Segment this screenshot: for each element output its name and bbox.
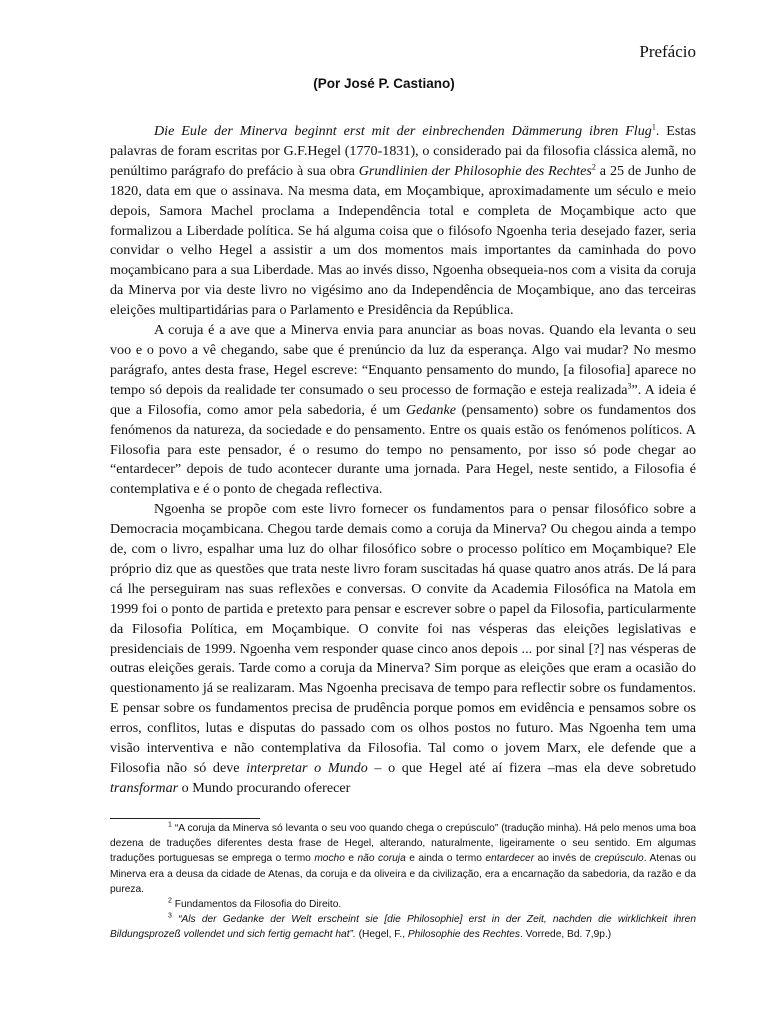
footnote-1	[110, 821, 696, 897]
footnote-1-text-d: e ainda o termo	[405, 853, 486, 865]
paragraph-1	[110, 122, 696, 321]
footnote-1-text-a: “A coruja da Minerva só levanta o seu voo quando chega o crepúsculo” (tradução minha). Há pelo menos uma boa dezena de traduções diferentes desta frase de Hegel, alterando, naturalmente, ligeiramente o seu sentido. Em algumas traduções portuguesas se emprega o termo	[110, 823, 696, 865]
interpretar-term: interpretar o Mundo	[246, 760, 368, 776]
paragraph-1-text-a: . Estas palavras de foram escritas por G.F.Hegel (1770-1831), o considerado pai da filosofia clássica alemã, no penúltimo parágrafo do prefácio à sua obra	[110, 123, 697, 179]
footnote-ref-1: 1	[651, 122, 656, 132]
german-quote: Die Eule der Minerva beginnt erst mit der einbrechenden Dämmerung ibren Flug	[154, 123, 652, 139]
footnote-3-number: 3	[168, 912, 172, 920]
footnote-3-book: Philosophie des Rechtes	[407, 929, 521, 941]
main-text	[110, 122, 696, 799]
footnote-1-text-f: . Atenas ou Minerva era a deusa da cidade de Atenas, da coruja e da oliveira e da civilização, era a encarnação da sabedoria, da razão e da pureza.	[110, 853, 696, 895]
footnotes	[110, 821, 696, 943]
transformar-term: transformar	[110, 779, 179, 796]
footnote-1-number: 1	[168, 821, 172, 829]
author-line: (Por José P. Castiano)	[313, 76, 455, 91]
term-coruja: coruja	[377, 853, 406, 865]
footnote-ref-2: 2	[591, 162, 596, 172]
gedanke-term: Gedanke	[405, 401, 456, 418]
paragraph-3	[110, 500, 696, 799]
footnote-ref-3: 3	[627, 381, 632, 391]
paragraph-2	[110, 321, 696, 500]
footnote-3	[110, 912, 696, 942]
paragraph-2-text-a: A coruja é a ave que a Minerva envia para anunciar as boas novas. Quando ela levanta o seu voo e o povo a vê chegando, sabe que é prenúncio da luz da esperança. Algo vai mudar? No mesmo parágrafo, antes desta frase, Hegel escreve: “Enquanto pensamento do mundo, [a filosofia] aparece no tempo só depois da realidade ter consumado o seu processo de formação e esteja realizada	[110, 322, 696, 398]
paragraph-2-text-c: (pensamento) sobre os fundamentos dos fenómenos da natureza, da sociedade e do pensamento. Entre os quais estão os fenómenos políticos. A Filosofia para este pensador, é o resumo do tempo no pensamento, por isso só pode chegar ao “entardecer” depois de tudo acontecer durante uma jornada. Para Hegel, neste sentido, a Filosofia é contemplativa e é o ponto de chegada reflectiva.	[110, 401, 696, 498]
footnote-3-text-b: . Vorrede, Bd. 7,9p.)	[520, 929, 612, 941]
term-crepusculo: crepúsculo	[594, 853, 644, 865]
footnote-1-text-e: ao invés de	[534, 853, 595, 865]
paragraph-3-text-c: o Mundo procurando oferecer	[178, 779, 351, 796]
page-title: Prefácio	[639, 42, 696, 61]
term-mocho: mocho	[314, 853, 345, 865]
book-title: Grundlinien der Philosophie des Rechtes	[358, 162, 592, 179]
footnote-2	[110, 897, 696, 912]
paragraph-1-text-b: a 25 de Junho de 1820, data em que o assinava. Na mesma data, em Moçambique, aproximadamente um século e meio depois, Samora Machel proclama a Independência total e completa de Moçambique acto que formalizou a Liberdade política. Se há alguma coisa que o filósofo Ngoenha teria desejado fazer, seria convidar o velho Hegel a assistir a um dos momentos mais importantes da caminhada do povo moçambicano para a sua Liberdade. Mas ao invés disso, Ngoenha obsequeia-nos com a visita da coruja da Minerva por via deste livro no vigésimo ano da Independência de Moçambique, ano das terceiras eleições multipartidárias para o Parlamento e Presidência da República.	[110, 162, 696, 319]
paragraph-3-text-b: – o que Hegel até aí fizera –mas ela deve sobretudo	[367, 760, 696, 776]
footnote-2-text: Fundamentos da Filosofia do Direito.	[171, 899, 342, 911]
term-nao: não	[357, 853, 375, 865]
footnote-3-quote: “Als der Gedanke der Welt erscheint sie [die Philosophie] erst in der Zeit, nachden die wirklichkeit ihren Bildungsprozeß vollendet und sich fertig gemacht hat”.	[110, 914, 696, 941]
term-entardecer: entardecer	[485, 853, 535, 865]
footnote-separator	[110, 818, 260, 819]
paragraph-3-text-a: Ngoenha se propõe com este livro fornecer os fundamentos para o pensar filosófico sobre a Democracia moçambicana. Chegou tarde demais como a coruja da Minerva? Ou chegou ainda a tempo de, com o livro, espalhar uma luz do olhar filosófico sobre o processo político em Moçambique? Ele próprio diz que as questões que trata neste livro foram suscitadas há quase quatro anos atrás. De lá para cá lhe perseguiram nas suas reflexões e conversas. O convite da Academia Filosófica na Matola em 1999 foi o ponto de partida e pretexto para pensar e escrever sobre o papel da Filosofia, particularmente da Filosofia Política, em Moçambique. O convite foi nas vésperas das eleições legislativas e presidenciais de 1999. Ngoenha vem responder quase cinco anos depois ... por sinal [?] nas vésperas de outras eleições gerais. Tarde como a coruja da Minerva? Sim porque as eleições que eram a ocasião do questionamento já se realizaram. Mas Ngoenha precisava de tempo para reflectir sobre os fundamentos. E pensar sobre os fundamentos precisa de prudência porque pomos em evidência e pensamos sobre os erros, conflitos, lutas e disputas do passado com os olhos postos no futuro. Mas Ngoenha tem uma visão interventiva e não contemplativa da Filosofia. Tal como o jovem Marx, ele defende que a Filosofia não só deve	[110, 501, 696, 776]
footnote-2-number: 2	[168, 897, 172, 905]
footnote-1-text-b: e	[344, 853, 358, 865]
paragraph-2-text-b: ”. A ideia é que a Filosofia, como amor pela sabedoria, é um	[110, 381, 696, 418]
footnote-3-text-a: (Hegel, F.,	[355, 929, 408, 941]
